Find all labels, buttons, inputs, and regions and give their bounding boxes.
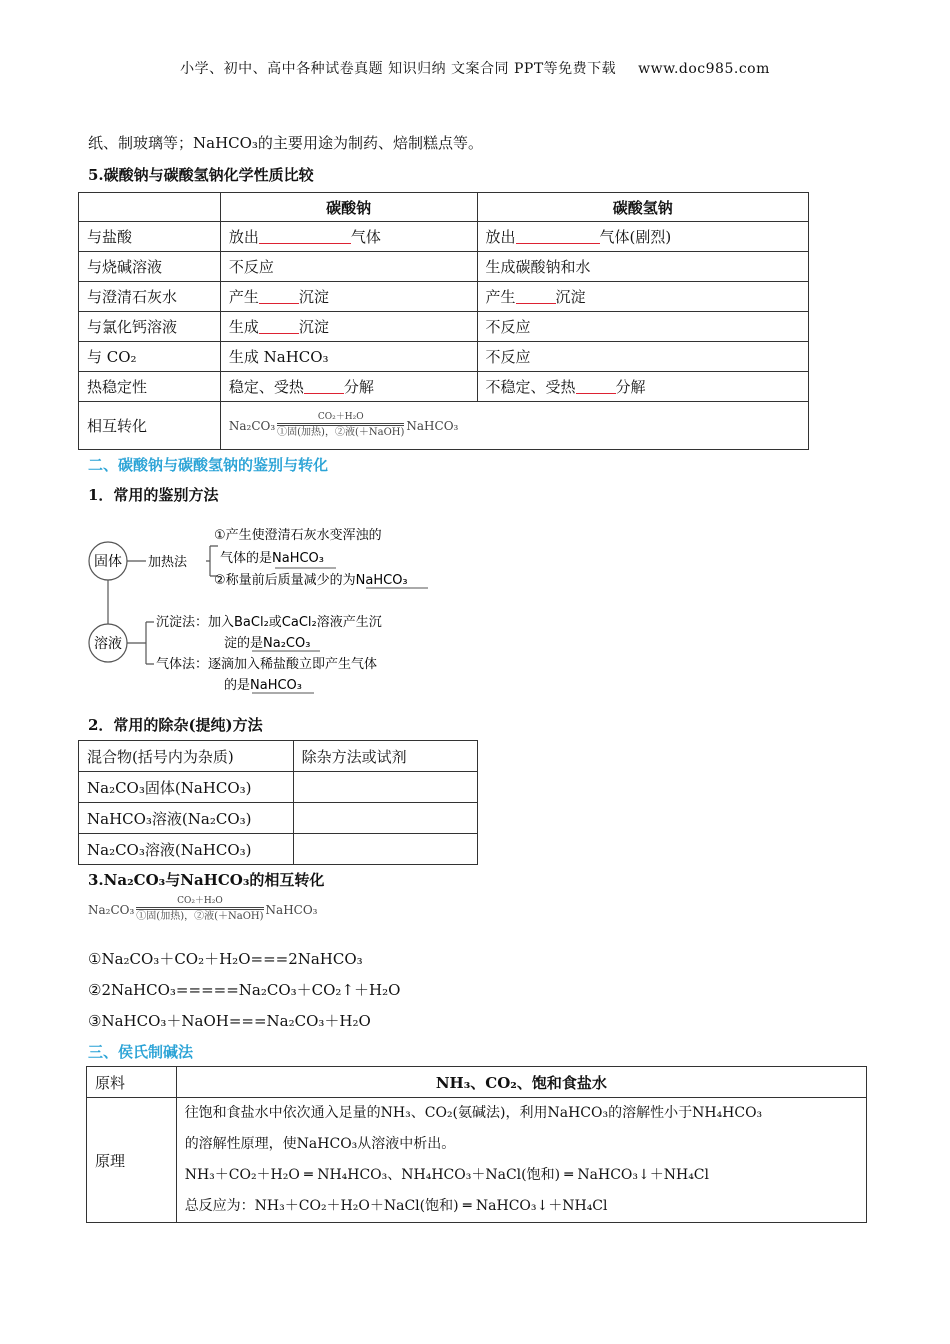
fill-blank[interactable]	[259, 229, 351, 244]
bracket	[206, 546, 218, 576]
fill-blank[interactable]	[516, 229, 600, 244]
col-header-mixture: 混合物(括号内为杂质)	[79, 741, 294, 772]
fill-blank[interactable]	[259, 319, 299, 334]
table-header-row	[79, 193, 809, 222]
cell-na2co3	[220, 312, 477, 342]
cell-nahco3: 不反应	[477, 342, 809, 372]
table-row	[87, 1067, 867, 1098]
cell-text: 稳定、受热	[228, 378, 304, 396]
heat-method: 加热法	[148, 555, 188, 570]
row-label: 热稳定性	[79, 372, 221, 402]
double-arrow-icon	[136, 907, 263, 908]
gas-method-b: 的是NaHCO₃	[224, 678, 302, 693]
fill-blank[interactable]	[516, 289, 556, 304]
cell-na2co3	[220, 222, 477, 252]
principle-cell	[176, 1098, 866, 1223]
sub3-title: 3.Na₂CO₃与NaHCO₃的相互转化	[88, 871, 325, 889]
conv-right: NaHCO₃	[406, 418, 459, 433]
double-arrow-icon	[277, 425, 404, 426]
table-row	[79, 282, 809, 312]
principle-label: 原理	[87, 1098, 177, 1223]
table-row	[79, 252, 809, 282]
header-url[interactable]: www.doc985.com	[638, 61, 770, 77]
comparison-table	[78, 192, 809, 450]
row-label: 与盐酸	[79, 222, 221, 252]
diagram-svg	[88, 518, 448, 698]
mixture-cell: Na₂CO₃固体(NaHCO₃)	[79, 772, 294, 803]
mixture-cell: NaHCO₃溶液(Na₂CO₃)	[79, 803, 294, 834]
section3-title: 三、侯氏制碱法	[88, 1043, 194, 1061]
conv-right: NaHCO₃	[265, 902, 318, 917]
col-header-method: 除杂方法或试剂	[293, 741, 477, 772]
table-row	[87, 1098, 867, 1223]
conversion-cell	[220, 402, 808, 450]
cell-text: 分解	[615, 378, 646, 396]
cell-nahco3: 生成碳酸钠和水	[477, 252, 809, 282]
table-row	[79, 222, 809, 252]
cell-text: 气体	[350, 228, 381, 246]
heat-point-1b: 气体的是NaHCO₃	[220, 551, 324, 566]
sub1-title: 1．常用的鉴别方法	[88, 486, 219, 504]
solution-label: 溶液	[94, 636, 122, 652]
hou-process-table	[86, 1066, 867, 1223]
equation-3: ③NaHCO₃＋NaOH===Na₂CO₃＋H₂O	[88, 1012, 371, 1030]
principle-line: 的溶解性原理，使NaHCO₃从溶液中析出。	[184, 1136, 456, 1152]
cell-text: 产生	[485, 288, 516, 306]
cell-nahco3: 不反应	[477, 312, 809, 342]
col-header-na2co3: 碳酸钠	[220, 193, 477, 222]
row-label: 与澄清石灰水	[79, 282, 221, 312]
cell-na2co3: 生成 NaHCO₃	[220, 342, 477, 372]
table-row	[79, 312, 809, 342]
mixture-cell: Na₂CO₃溶液(NaHCO₃)	[79, 834, 294, 865]
heat-point-2: ②称量前后质量减少的为NaHCO₃	[214, 573, 408, 588]
table-header-row	[79, 741, 478, 772]
col-header-nahco3: 碳酸氢钠	[477, 193, 809, 222]
table-row	[79, 372, 809, 402]
bracket	[127, 622, 154, 664]
principle-line: 往饱和食盐水中依次通入足量的NH₃、CO₂(氨碱法)，利用NaHCO₃的溶解性小于NH₄HCO₃	[184, 1105, 763, 1121]
cell-text: 沉淀	[298, 288, 329, 306]
row-label: 与烧碱溶液	[79, 252, 221, 282]
sub2-title: 2．常用的除杂(提纯)方法	[88, 716, 263, 734]
conv-left: Na₂CO₃	[88, 902, 135, 917]
method-cell[interactable]	[293, 803, 477, 834]
solid-label: 固体	[94, 554, 122, 570]
cell-text: 分解	[343, 378, 374, 396]
cell-text: 生成	[228, 318, 259, 336]
cell-text: 放出	[485, 228, 516, 246]
conversion-equation	[88, 896, 318, 923]
table-row	[79, 342, 809, 372]
section5-title: 5.碳酸钠与碳酸氢钠化学性质比较	[88, 166, 314, 184]
conversion-equation-2	[88, 896, 318, 923]
double-arrow-icon	[136, 909, 263, 910]
table-row	[79, 803, 478, 834]
cell-text: 沉淀	[555, 288, 586, 306]
method-cell[interactable]	[293, 772, 477, 803]
gas-method-a: 气体法：逐滴加入稀盐酸立即产生气体	[156, 657, 378, 672]
intro-text: 纸、制玻璃等；NaHCO₃的主要用途为制药、焙制糕点等。	[88, 134, 483, 152]
conv-arrow	[136, 896, 263, 923]
cell-nahco3	[477, 372, 809, 402]
conv-left: Na₂CO₃	[228, 418, 276, 433]
cell-na2co3	[220, 282, 477, 312]
fill-blank[interactable]	[304, 379, 344, 394]
header-text: 小学、初中、高中各种试卷真题 知识归纳 文案合同 PPT等免费下载	[180, 61, 617, 77]
cell-na2co3: 不反应	[220, 252, 477, 282]
row-label: 与氯化钙溶液	[79, 312, 221, 342]
cell-na2co3	[220, 372, 477, 402]
cell-text: 不稳定、受热	[485, 378, 576, 396]
cell-text: 沉淀	[298, 318, 329, 336]
heat-point-1a: ①产生使澄清石灰水变浑浊的	[214, 528, 382, 543]
cell-text: 产生	[228, 288, 259, 306]
cell-nahco3	[477, 282, 809, 312]
purification-table	[78, 740, 478, 865]
conv-top: CO₂＋H₂O	[317, 412, 364, 422]
principle-line: NH₃＋CO₂＋H₂O ═ NH₄HCO₃、NH₄HCO₃＋NaCl(饱和) ═ NaHCO₃↓＋NH₄Cl	[184, 1167, 709, 1183]
principle-line: 总反应为：NH₃＋CO₂＋H₂O＋NaCl(饱和) ═ NaHCO₃↓＋NH₄Cl	[184, 1198, 608, 1214]
raw-label: 原料	[87, 1067, 177, 1098]
precip-method-b: 淀的是Na₂CO₃	[224, 636, 311, 651]
conv-arrow	[277, 412, 404, 439]
equation-2: ②2NaHCO₃=====Na₂CO₃＋CO₂↑＋H₂O	[88, 981, 401, 999]
conv-bottom: ①固(加热)，②液(＋NaOH)	[136, 911, 264, 922]
row-label: 与 CO₂	[79, 342, 221, 372]
method-cell[interactable]	[293, 834, 477, 865]
conv-bottom: ①固(加热)，②液(＋NaOH)	[277, 427, 405, 438]
table-row	[79, 834, 478, 865]
identification-diagram	[88, 518, 448, 698]
equation-1: ①Na₂CO₃＋CO₂＋H₂O===2NaHCO₃	[88, 950, 363, 968]
conv-top: CO₂＋H₂O	[177, 896, 223, 906]
double-arrow-icon	[277, 423, 404, 424]
table-row	[79, 772, 478, 803]
cell-text: 气体(剧烈)	[599, 228, 672, 246]
row-label: 相互转化	[79, 402, 221, 450]
conversion-equation	[229, 412, 459, 439]
page-header	[0, 58, 950, 78]
raw-value: NH₃、CO₂、饱和食盐水	[176, 1067, 866, 1098]
cell-nahco3	[477, 222, 809, 252]
fill-blank[interactable]	[576, 379, 616, 394]
cell-text: 放出	[228, 228, 259, 246]
precip-method-a: 沉淀法：加入BaCl₂或CaCl₂溶液产生沉	[156, 615, 382, 630]
section2-title: 二、碳酸钠与碳酸氢钠的鉴别与转化	[88, 456, 329, 474]
table-corner	[79, 193, 221, 222]
fill-blank[interactable]	[259, 289, 299, 304]
table-row	[79, 402, 809, 450]
